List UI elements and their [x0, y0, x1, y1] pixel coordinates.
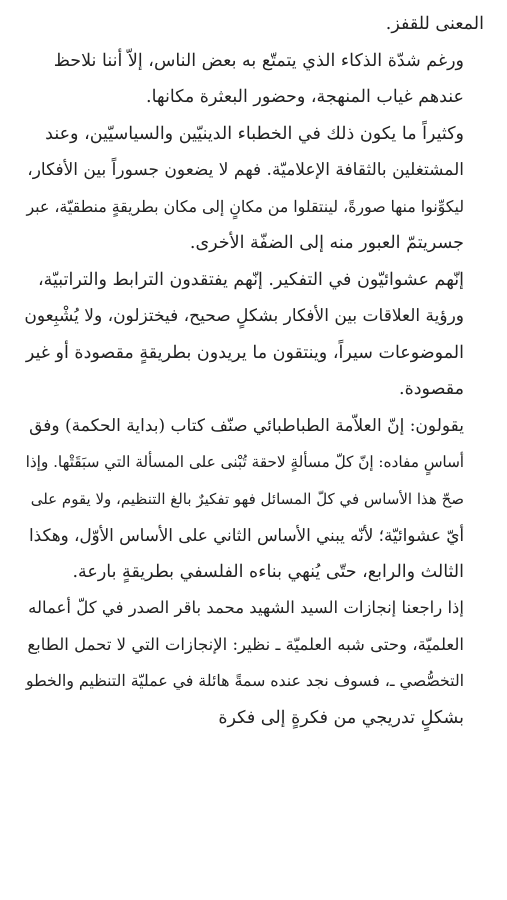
text-line: المشتغلين بالثقافة الإعلاميّة. فهم لا يضعون جسوراً بين الأفكار، [27, 160, 464, 180]
text-line: التخصُّصي ـ، فسوف نجد عنده سمةً هائلة في عمليّة التنظيم والخطو [25, 671, 464, 690]
paragraph-2 [24, 43, 484, 116]
paragraph-4 [24, 262, 484, 408]
paragraph-6 [24, 590, 484, 736]
text-line: جسريتمّ العبور منه إلى الضفّة الأخرى. [189, 233, 464, 253]
text-line: ليكوِّنوا منها صورةً، لينتقلوا من مكانٍ إلى مكان بطريقةٍ منطقيّة، عبر [26, 196, 464, 216]
paragraph-1 [24, 6, 484, 43]
text-line: بشكلٍ تدريجي من فكرةٍ إلى فكرة [218, 707, 464, 728]
text-line: الثالث والرابع، حتّى يُنهي بناءه الفلسفي بطريقةٍ بارعة. [72, 561, 464, 582]
text-line: أساسٍ مفاده: إنّ كلّ مسألةٍ لاحقة تُبْنى على المسألة التي سبَقَتْها. وإذا [25, 453, 464, 471]
text-line: وكثيراً ما يكون ذلك في الخطباء الدينيّين والسياسيّين، وعند [45, 123, 464, 144]
text-line: أيّ عشوائيّة؛ لأنّه يبني الأساس الثاني على الأساس الأوّل، وهكذا [29, 525, 464, 545]
text-line: يقولون: إنّ العلاّمة الطباطبائي صنّف كتاب (بداية الحكمة) وفق [29, 415, 464, 436]
paragraph-3 [24, 116, 484, 262]
text-line: المعنى للقفز. [385, 14, 484, 34]
text-line: العلميّة، وحتى شبه العلميّة ـ نظير: الإنجازات التي لا تحمل الطابع [27, 634, 464, 654]
document-page [24, 6, 484, 736]
text-line: مقصودة. [399, 379, 464, 399]
text-line: ورغم شدّة الذكاء الذي يتمتّع به بعض الناس، إلاّ أننا نلاحظ [53, 50, 464, 71]
text-line: عندهم غياب المنهجة، وحضور البعثرة مكانها. [146, 87, 464, 107]
text-line: إذا راجعنا إنجازات السيد الشهيد محمد باقر الصدر في كلّ أعماله [28, 598, 464, 617]
text-line: ورؤية العلاقات بين الأفكار بشكلٍ صحيح، فيختزلون، ولا يُشْبِعون [24, 306, 464, 326]
text-line: صحّ هذا الأساس في كلّ المسائل فهو تفكيرٌ بالغ التنظيم، ولا يقوم على [30, 489, 464, 508]
paragraph-5 [24, 408, 484, 591]
text-line: إنّهم عشوائيّون في التفكير. إنّهم يفتقدون الترابط والتراتبيّة، [38, 269, 464, 290]
text-line: الموضوعات سيراً، وينتقون ما يريدون بطريقةٍ مقصودة أو غير [25, 342, 464, 363]
